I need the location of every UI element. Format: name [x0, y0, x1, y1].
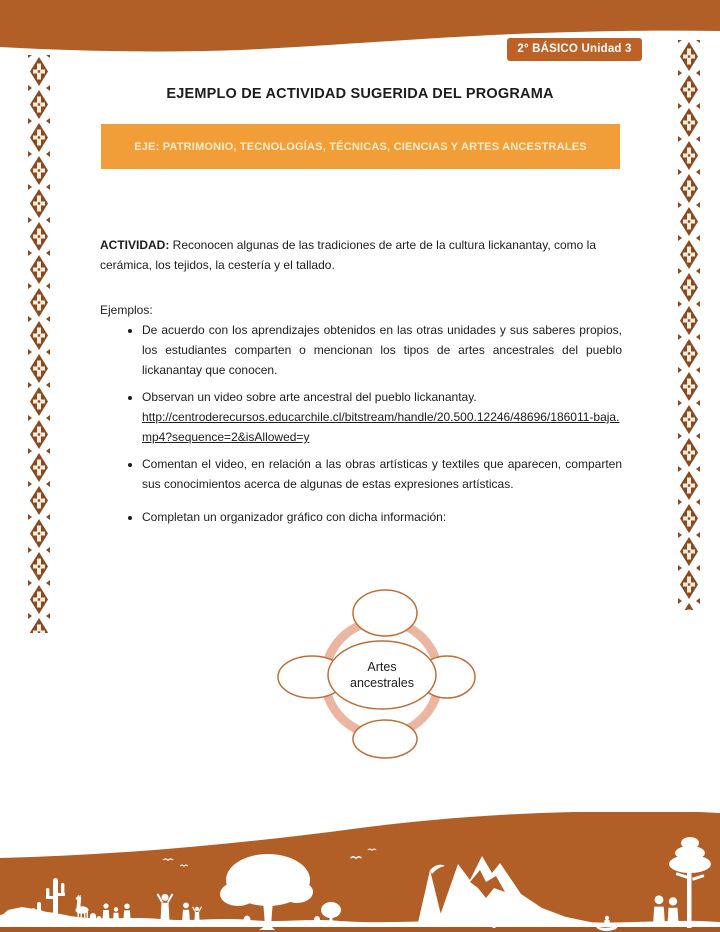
activity-label: ACTIVIDAD:: [100, 238, 170, 252]
left-border-ornament-icon: [28, 55, 50, 633]
example-text: De acuerdo con los aprendizajes obtenidos en las otras unidades y sus saberes propios, los estudiantes comparten o mencionan los tipos de artes ancestrales del pueblo lickanantay que conocen.: [142, 323, 622, 377]
page-title: EJEMPLO DE ACTIVIDAD SUGERIDA DEL PROGRAMA: [166, 86, 554, 102]
list-item: [142, 320, 622, 380]
right-border-ornament-icon: [678, 40, 700, 610]
unit-badge: 2° BÁSICO Unidad 3: [507, 38, 642, 61]
list-item: [142, 387, 622, 447]
video-url-link[interactable]: http://centroderecursos.educarchile.cl/bitstream/handle/20.500.12246/48696/186011-baja.mp4?sequence=2&isAllowed=y: [142, 410, 620, 444]
organizer-node-top: [353, 590, 417, 636]
organizer-center-label: Artes ancestrales: [350, 660, 414, 690]
landscape-silhouette-footer-icon: [0, 812, 720, 932]
eje-banner-label: EJE: PATRIMONIO, TECNOLOGÍAS, TÉCNICAS, CIENCIAS Y ARTES ANCESTRALES: [134, 140, 587, 153]
examples-heading: Ejemplos:: [100, 303, 153, 317]
example-text: Completan un organizador gráfico con dicha información:: [142, 510, 447, 524]
activity-text: Reconocen algunas de las tradiciones de arte de la cultura lickanantay, como la cerámica, los tejidos, la cestería y el tallado.: [100, 238, 597, 272]
list-item: [142, 507, 622, 527]
eje-banner: [101, 124, 620, 169]
example-text: Comentan el video, en relación a las obras artísticas y textiles que aparecen, comparten sus conocimientos acerca de algunas de estas expresiones artísticas.: [142, 457, 622, 491]
examples-list: [100, 320, 622, 527]
example-text: Observan un video sobre arte ancestral del pueblo lickanantay.: [142, 390, 477, 404]
graphic-organizer: [240, 575, 530, 775]
list-item: [142, 454, 622, 494]
organizer-node-bottom: [353, 720, 417, 758]
activity-paragraph: [100, 235, 622, 275]
examples-section: [100, 300, 622, 527]
